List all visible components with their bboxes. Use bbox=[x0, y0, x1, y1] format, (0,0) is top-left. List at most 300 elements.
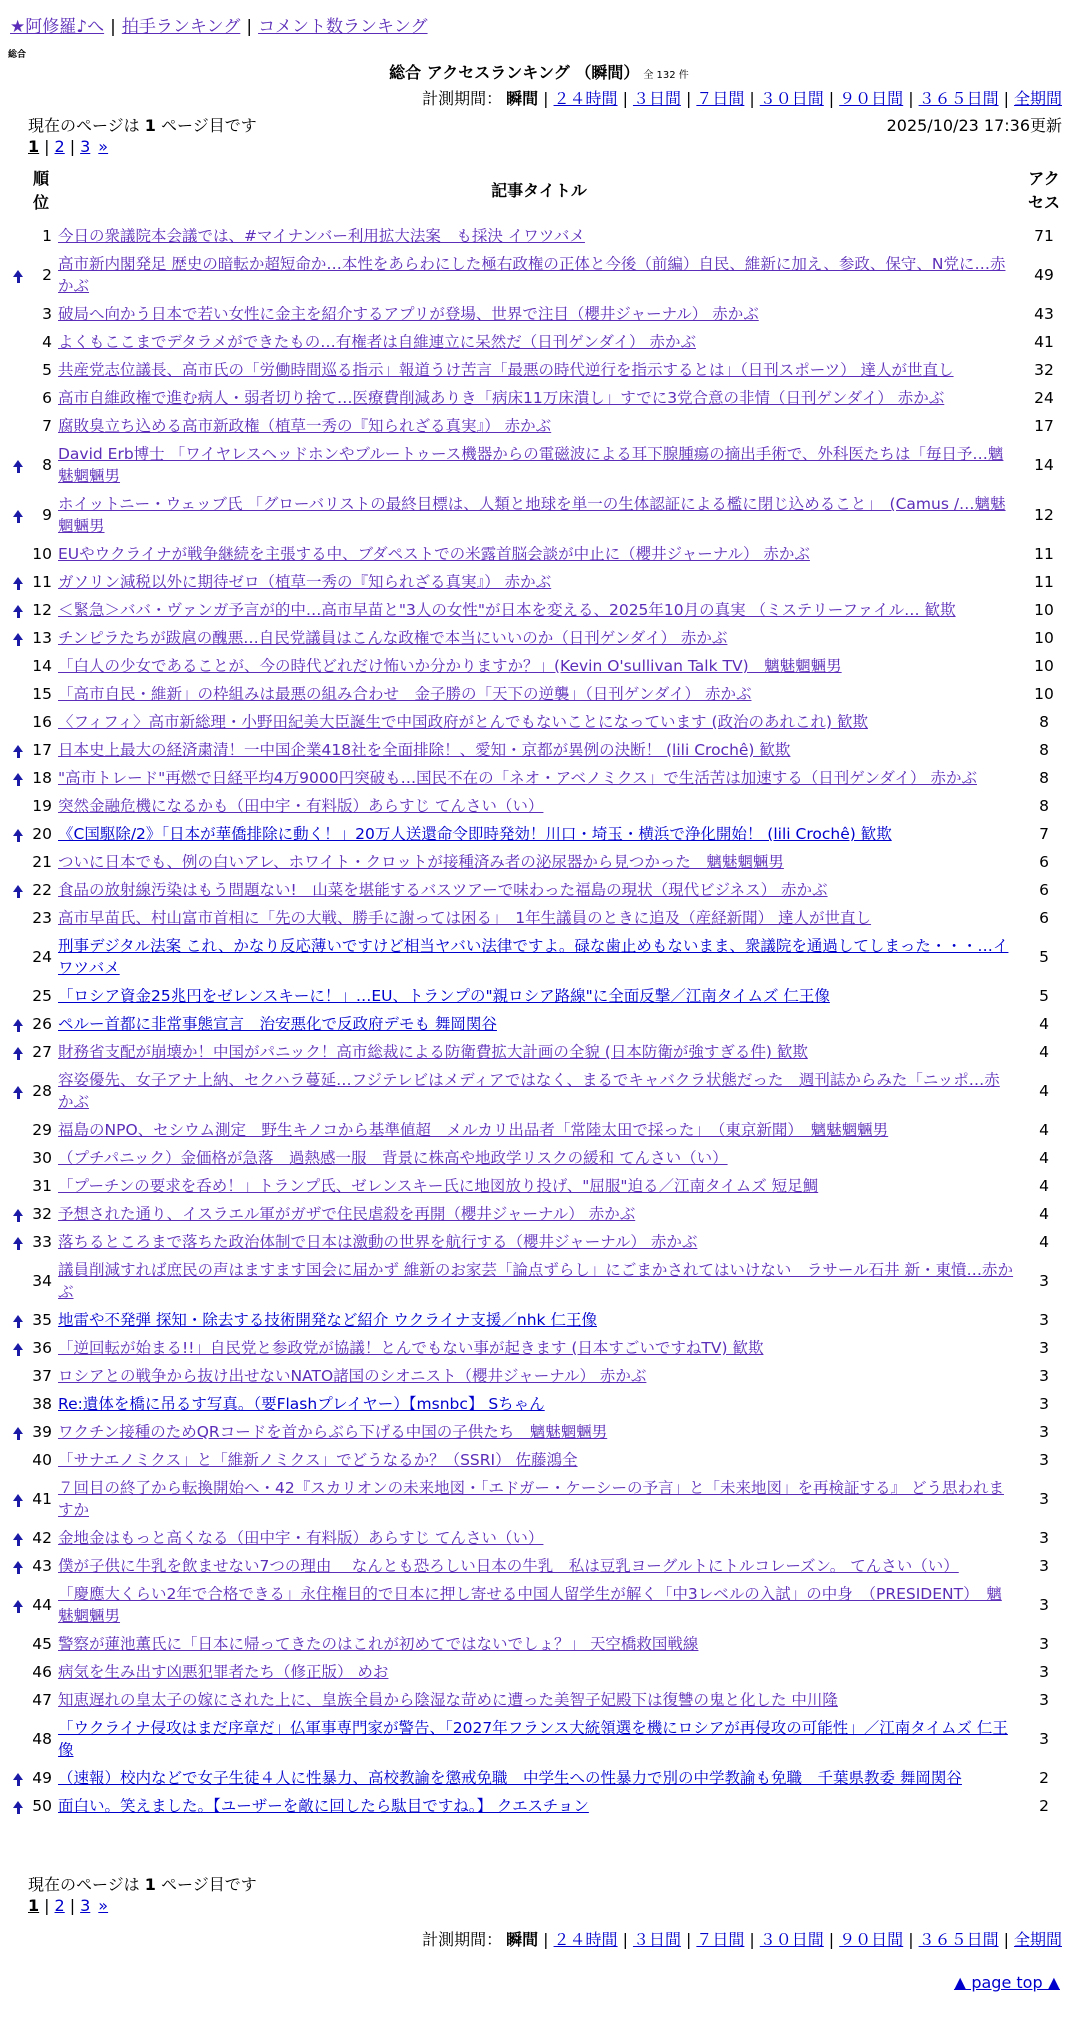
article-title-cell bbox=[56, 1144, 1022, 1172]
article-title-cell bbox=[56, 384, 1022, 412]
ranking-row bbox=[10, 1524, 1066, 1552]
article-title-link[interactable]: 財務省支配が崩壊か！中国がパニック！高市総裁による防衛費拡大計画の全貌 (日本防衛が強すぎる件) 歓欺 bbox=[58, 1043, 808, 1061]
rank-number: 43 bbox=[32, 1557, 52, 1575]
period-separator: | bbox=[543, 1930, 549, 1949]
ranking-title: 総合 アクセスランキング （瞬間） bbox=[389, 63, 640, 82]
rank-number: 30 bbox=[32, 1149, 52, 1167]
article-title-link[interactable]: ペルー首都に非常事態宣言 治安悪化で反政府デモも 舞岡関谷 bbox=[58, 1015, 497, 1033]
up-arrow-icon bbox=[13, 1600, 23, 1607]
trend-cell bbox=[10, 680, 26, 708]
trend-cell bbox=[10, 1306, 26, 1334]
article-title-cell bbox=[56, 1686, 1022, 1714]
article-title-cell bbox=[56, 356, 1022, 384]
access-count: 2 bbox=[1039, 1769, 1049, 1787]
rank-number: 10 bbox=[32, 545, 52, 563]
access-count: 3 bbox=[1039, 1730, 1049, 1748]
article-title-link[interactable]: 面白い。笑えました。【ユーザーを敵に回したら駄目ですね。】 クエスチョン bbox=[58, 1797, 589, 1815]
access-count: 6 bbox=[1039, 881, 1049, 899]
article-title-link[interactable]: よくもここまでデタラメができたもの…有権者は自維連立に呆然だ（日刊ゲンダイ） 赤かぶ bbox=[58, 333, 696, 351]
article-title-cell bbox=[56, 1256, 1022, 1306]
home-link[interactable]: ★阿修羅♪へ bbox=[10, 17, 105, 37]
article-title-link[interactable]: 「ロシア資金25兆円をゼレンスキーに！」…EU、トランプの"親ロシア路線"に全面反撃／江南タイムズ 仁王像 bbox=[58, 987, 830, 1005]
access-count: 17 bbox=[1034, 417, 1054, 435]
rank-number: 9 bbox=[42, 506, 52, 524]
access-count: 4 bbox=[1039, 1149, 1049, 1167]
article-title-link[interactable]: 《C国駆除/2》「日本が華僑排除に動く！」20万人送還命令即時発効！川口・埼玉・横浜で浄化開始！ (lili Crochê) 歓欺 bbox=[58, 825, 892, 843]
access-count: 3 bbox=[1039, 1311, 1049, 1329]
period-option[interactable]: ２４時間 bbox=[553, 1930, 618, 1949]
trend-cell bbox=[10, 490, 26, 540]
ranking-row bbox=[10, 708, 1066, 736]
period-label: 計測期間： bbox=[422, 89, 503, 108]
ranking-row bbox=[10, 1228, 1066, 1256]
rank-number: 23 bbox=[32, 909, 52, 927]
ranking-row bbox=[10, 736, 1066, 764]
rank-number: 19 bbox=[32, 797, 52, 815]
article-title-link[interactable]: （プチパニック）金価格が急落 過熱感一服 背景に株高や地政学リスクの緩和 てんさい（い） bbox=[58, 1149, 728, 1167]
ranking-row bbox=[10, 384, 1066, 412]
access-count: 4 bbox=[1039, 1233, 1049, 1251]
period-current: 瞬間 bbox=[506, 1930, 539, 1949]
article-title-cell bbox=[56, 1446, 1022, 1474]
up-arrow-icon bbox=[13, 829, 23, 836]
period-option[interactable]: ２４時間 bbox=[553, 89, 618, 108]
ranking-row bbox=[10, 300, 1066, 328]
access-count: 14 bbox=[1034, 456, 1054, 474]
access-count: 10 bbox=[1034, 657, 1054, 675]
up-arrow-icon bbox=[13, 577, 23, 584]
ranking-row bbox=[10, 412, 1066, 440]
ranking-row bbox=[10, 1010, 1066, 1038]
ranking-row bbox=[10, 1580, 1066, 1630]
access-count: 3 bbox=[1039, 1367, 1049, 1385]
pager-current-page: 1 bbox=[28, 1896, 40, 1915]
rank-number: 41 bbox=[32, 1490, 52, 1508]
up-arrow-icon bbox=[13, 270, 23, 277]
rank-number: 17 bbox=[32, 741, 52, 759]
article-title-cell bbox=[56, 1792, 1022, 1820]
period-option[interactable]: ７日間 bbox=[696, 89, 745, 108]
rank-number: 2 bbox=[42, 266, 52, 284]
article-title-link[interactable]: 共産党志位議長、高市氏の「労働時間巡る指示」報道うけ苦言「最悪の時代逆行を指示するとは」（日刊スポーツ） 達人が世直し bbox=[58, 361, 954, 379]
trend-cell bbox=[10, 1144, 26, 1172]
ranking-row bbox=[10, 1630, 1066, 1658]
ranking-row bbox=[10, 1552, 1066, 1580]
article-title-link[interactable]: 「白人の少女であることが、今の時代どれだけ怖いか分かりますか？」(Kevin O'sullivan Talk TV) 魑魅魍魎男 bbox=[58, 657, 842, 675]
rank-number: 29 bbox=[32, 1121, 52, 1139]
trend-cell bbox=[10, 1010, 26, 1038]
rank-number: 34 bbox=[32, 1272, 52, 1290]
rank-number: 42 bbox=[32, 1529, 52, 1547]
article-title-link[interactable]: 地雷や不発弾 探知・除去する技術開発など紹介 ウクライナ支援／nhk 仁王像 bbox=[58, 1311, 597, 1329]
rank-number: 12 bbox=[32, 601, 52, 619]
rank-number: 48 bbox=[32, 1730, 52, 1748]
rank-number: 11 bbox=[32, 573, 52, 591]
up-arrow-icon bbox=[13, 1086, 23, 1093]
access-count: 10 bbox=[1034, 629, 1054, 647]
trend-cell bbox=[10, 932, 26, 982]
ranking-row bbox=[10, 1172, 1066, 1200]
page-title bbox=[0, 60, 1078, 83]
rank-number: 39 bbox=[32, 1423, 52, 1441]
article-title-cell bbox=[56, 876, 1022, 904]
access-count: 2 bbox=[1039, 1797, 1049, 1815]
article-title-link[interactable]: 「ウクライナ侵攻はまだ序章だ」仏軍事専門家が警告、「2027年フランス大統領選を機にロシアが再侵攻の可能性」／江南タイムズ 仁王像 bbox=[58, 1719, 1008, 1759]
period-separator: | bbox=[908, 1930, 914, 1949]
access-count: 8 bbox=[1039, 769, 1049, 787]
up-arrow-icon bbox=[13, 1427, 23, 1434]
pager-next-link[interactable]: » bbox=[98, 1896, 109, 1915]
article-title-link[interactable]: 刑事デジタル法案 これ、かなり反応薄いですけど相当ヤバい法律ですよ。碌な歯止めもないまま、衆議院を通過してしまった・・・…イワツバメ bbox=[58, 937, 1009, 977]
trend-cell bbox=[10, 1658, 26, 1686]
article-title-link[interactable]: ＜緊急＞ババ・ヴァンガ予言が的中…高市早苗と"3人の女性"が日本を変える、2025年10月の真実 （ミステリーファイル… 歓欺 bbox=[58, 601, 956, 619]
article-title-link[interactable]: ロシアとの戦争から抜け出せないNATO諸国のシオニスト（櫻井ジャーナル） 赤かぶ bbox=[58, 1367, 647, 1385]
ranking-row bbox=[10, 904, 1066, 932]
ranking-row bbox=[10, 1658, 1066, 1686]
access-count: 32 bbox=[1034, 361, 1054, 379]
pager-page-link[interactable]: 3 bbox=[80, 1896, 91, 1915]
trend-cell bbox=[10, 1580, 26, 1630]
trend-cell bbox=[10, 624, 26, 652]
current-page-number: 1 bbox=[144, 116, 156, 135]
page-info-bottom: 現在のページは 1 ページ目です bbox=[28, 1875, 257, 1894]
article-title-link[interactable]: 腐敗臭立ち込める高市新政権（植草一秀の『知られざる真実』） 赤かぶ bbox=[58, 417, 552, 435]
article-title-link[interactable]: 金地金はもっと高くなる（田中宇・有料版）あらすじ てんさい（い） bbox=[58, 1529, 544, 1547]
access-count: 43 bbox=[1034, 305, 1054, 323]
article-title-link[interactable]: 突然金融危機になるかも（田中宇・有料版）あらすじ てんさい（い） bbox=[58, 797, 544, 815]
title-column-header: 記事タイトル bbox=[491, 181, 587, 200]
ranking-row bbox=[10, 1792, 1066, 1820]
article-title-cell bbox=[56, 1362, 1022, 1390]
up-arrow-icon bbox=[13, 745, 23, 752]
up-arrow-icon bbox=[13, 605, 23, 612]
article-title-link[interactable]: 「プーチンの要求を呑め！」トランプ氏、ゼレンスキー氏に地図放り投げ、"屈服"迫る／江南タイムズ 短足鯛 bbox=[58, 1177, 819, 1195]
up-arrow-icon bbox=[13, 1801, 23, 1808]
trend-cell bbox=[10, 1334, 26, 1362]
page-top-link[interactable]: ▲ page top ▲ bbox=[953, 1973, 1060, 1992]
period-separator: | bbox=[749, 89, 755, 108]
up-arrow-icon bbox=[13, 1209, 23, 1216]
article-title-cell bbox=[56, 568, 1022, 596]
article-title-cell bbox=[56, 1630, 1022, 1658]
ranking-row bbox=[10, 1144, 1066, 1172]
trend-cell bbox=[10, 412, 26, 440]
article-title-link[interactable]: 「高市自民・維新」の枠組みは最悪の組み合わせ 金子勝の「天下の逆襲」（日刊ゲンダイ） 赤かぶ bbox=[58, 685, 752, 703]
rank-number: 22 bbox=[32, 881, 52, 899]
article-title-link[interactable]: 高市早苗氏、村山富市首相に「先の大戦、勝手に謝っては困る」 1年生議員のときに追及（産経新聞） 達人が世直し bbox=[58, 909, 872, 927]
pager-next-link[interactable]: » bbox=[98, 137, 109, 156]
article-title-cell bbox=[56, 250, 1022, 300]
period-separator: | bbox=[908, 89, 914, 108]
ranking-row bbox=[10, 1418, 1066, 1446]
article-title-link[interactable]: ７回目の終了から転換開始へ・42『スカリオンの未来地図・「エドガー・ケーシーの予言」と「未来地図」を再検証する』 どう思われますか bbox=[58, 1479, 1004, 1519]
period-option[interactable]: ３０日間 bbox=[759, 89, 824, 108]
rank-number: 3 bbox=[42, 305, 52, 323]
article-title-cell bbox=[56, 820, 1022, 848]
access-count: 7 bbox=[1039, 825, 1049, 843]
trend-cell bbox=[10, 1418, 26, 1446]
access-count: 8 bbox=[1039, 713, 1049, 731]
access-count: 11 bbox=[1034, 545, 1054, 563]
article-title-link[interactable]: チンピラたちが跋扈の醜悪…自民党議員はこんな政権で本当にいいのか（日刊ゲンダイ） 赤かぶ bbox=[58, 629, 728, 647]
article-title-link[interactable]: 高市自維政権で進む病人・弱者切り捨て…医療費削減ありき「病床11万床潰し」すでに3党合意の非情（日刊ゲンダイ） 赤かぶ bbox=[58, 389, 945, 407]
period-separator: | bbox=[828, 1930, 835, 1949]
pager-page-link[interactable]: 2 bbox=[54, 1896, 65, 1915]
rank-number: 14 bbox=[32, 657, 52, 675]
ranking-row bbox=[10, 764, 1066, 792]
trend-cell bbox=[10, 1552, 26, 1580]
article-title-cell bbox=[56, 490, 1022, 540]
article-title-cell bbox=[56, 540, 1022, 568]
article-title-cell bbox=[56, 904, 1022, 932]
article-title-link[interactable]: 「慶應大くらい2年で合格できる」永住権目的で日本に押し寄せる中国人留学生が解く「中3レベルの入試」の中身 （PRESIDENT） 魑魅魍魎男 bbox=[58, 1585, 1002, 1625]
access-count: 49 bbox=[1034, 266, 1054, 284]
access-count: 3 bbox=[1039, 1451, 1049, 1469]
up-arrow-icon bbox=[13, 1533, 23, 1540]
article-title-link[interactable]: "高市トレード"再燃で日経平均4万9000円突破も…国民不在の「ネオ・アベノミクス」で生活苦は加速する（日刊ゲンダイ） 赤かぶ bbox=[58, 769, 977, 787]
period-separator: | bbox=[1003, 89, 1009, 108]
up-arrow-icon bbox=[13, 633, 23, 640]
total-count: 全 132 件 bbox=[643, 70, 689, 81]
trend-cell bbox=[10, 1228, 26, 1256]
access-count: 4 bbox=[1039, 1177, 1049, 1195]
access-count: 12 bbox=[1034, 506, 1054, 524]
ranking-table bbox=[10, 160, 1066, 1820]
rank-number: 28 bbox=[32, 1082, 52, 1100]
article-title-cell bbox=[56, 222, 1022, 250]
rank-number: 8 bbox=[42, 456, 52, 474]
article-title-link[interactable]: 食品の放射線汚染はもう問題ない! 山菜を堪能するバスツアーで味わった福島の現状（現代ビジネス） 赤かぶ bbox=[58, 881, 828, 899]
trend-cell bbox=[10, 1362, 26, 1390]
rank-number: 1 bbox=[42, 227, 52, 245]
article-title-cell bbox=[56, 328, 1022, 356]
count-column-header: アクセス bbox=[1027, 169, 1060, 212]
rank-number: 6 bbox=[42, 389, 52, 407]
article-title-cell bbox=[56, 736, 1022, 764]
article-title-link[interactable]: 日本史上最大の経済粛清！一中国企業418社を全面排除！、愛知・京都が異例の決断！ (lili Crochê) 歓欺 bbox=[58, 741, 791, 759]
trend-cell bbox=[10, 540, 26, 568]
access-count: 11 bbox=[1034, 573, 1054, 591]
trend-cell bbox=[10, 764, 26, 792]
rank-number: 31 bbox=[32, 1177, 52, 1195]
article-title-link[interactable]: 落ちるところまで落ちた政治体制で日本は激動の世界を航行する（櫻井ジャーナル） 赤かぶ bbox=[58, 1233, 698, 1251]
access-count: 4 bbox=[1039, 1205, 1049, 1223]
up-arrow-icon bbox=[13, 885, 23, 892]
article-title-link[interactable]: 「サナエノミクス」と「維新ノミクス」でどうなるか？（SSRI） 佐藤鴻全 bbox=[58, 1451, 578, 1469]
comment-ranking-link[interactable]: コメント数ランキング bbox=[258, 17, 428, 37]
rank-number: 37 bbox=[32, 1367, 52, 1385]
trend-cell bbox=[10, 250, 26, 300]
rank-number: 21 bbox=[32, 853, 52, 871]
article-title-link[interactable]: 警察が蓮池薫氏に「日本に帰ってきたのはこれが初めてではないでしょ？」 天空橋救国戦線 bbox=[58, 1635, 699, 1653]
access-count: 3 bbox=[1039, 1691, 1049, 1709]
trend-cell bbox=[10, 356, 26, 384]
access-count: 3 bbox=[1039, 1272, 1049, 1290]
ranking-row bbox=[10, 652, 1066, 680]
ranking-row bbox=[10, 356, 1066, 384]
article-title-link[interactable]: 議員削減すれば庶民の声はますます国会に届かず 維新のお家芸「論点ずらし」にごまかされてはいけない ラサール石井 新・東憤…赤かぶ bbox=[58, 1261, 1014, 1301]
ranking-row bbox=[10, 932, 1066, 982]
article-title-link[interactable]: ホイットニー・ウェッブ氏 「グローバリストの最終目標は、人類と地球を単一の生体認証による檻に閉じ込めること」 (Camus /…魑魅魍魎男 bbox=[58, 495, 1006, 535]
access-count: 5 bbox=[1039, 987, 1049, 1005]
trend-cell bbox=[10, 652, 26, 680]
article-title-link[interactable]: 僕が子供に牛乳を飲ませない7つの理由 なんとも恐ろしい日本の牛乳 私は豆乳ヨーグルトにトルコレーズン。 てんさい（い） bbox=[58, 1557, 959, 1575]
table-header-row bbox=[10, 160, 1066, 222]
rank-number: 16 bbox=[32, 713, 52, 731]
article-title-cell bbox=[56, 932, 1022, 982]
article-title-cell bbox=[56, 1658, 1022, 1686]
up-arrow-icon bbox=[13, 773, 23, 780]
top-nav bbox=[10, 12, 428, 37]
period-separator: | bbox=[749, 1930, 755, 1949]
trend-cell bbox=[10, 300, 26, 328]
ranking-row bbox=[10, 982, 1066, 1010]
trend-cell bbox=[10, 1116, 26, 1144]
pager-page-link[interactable]: 2 bbox=[54, 137, 65, 156]
access-count: 4 bbox=[1039, 1121, 1049, 1139]
rank-number: 32 bbox=[32, 1205, 52, 1223]
article-title-link[interactable]: ついに日本でも、例の白いアレ、ホワイト・クロットが接種済み者の泌尿器から見つかった 魑魅魍魎男 bbox=[58, 853, 784, 871]
trend-cell bbox=[10, 1390, 26, 1418]
article-title-cell bbox=[56, 1306, 1022, 1334]
article-title-link[interactable]: 病気を生み出す凶悪犯罪者たち（修正版） めお bbox=[58, 1663, 389, 1681]
article-title-cell bbox=[56, 1418, 1022, 1446]
article-title-link[interactable]: ガソリン減税以外に期待ゼロ（植草一秀の『知られざる真実』） 赤かぶ bbox=[58, 573, 552, 591]
rank-number: 4 bbox=[42, 333, 52, 351]
period-option[interactable]: ３６５日間 bbox=[918, 1930, 999, 1949]
article-title-link[interactable]: 高市新内閣発足 歴史の暗転か超短命か…本性をあらわにした極右政権の正体と今後（前編）自民、維新に加え、参政、保守、N党に…赤かぶ bbox=[58, 255, 1006, 295]
up-arrow-icon bbox=[13, 1315, 23, 1322]
rank-number: 33 bbox=[32, 1233, 52, 1251]
article-title-cell bbox=[56, 1474, 1022, 1524]
article-title-link[interactable]: 「逆回転が始まる!!」自民党と参政党が協議！とんでもない事が起きます (日本すごいですねTV) 歓欺 bbox=[58, 1339, 764, 1357]
access-count: 10 bbox=[1034, 685, 1054, 703]
access-count: 3 bbox=[1039, 1339, 1049, 1357]
article-title-cell bbox=[56, 1200, 1022, 1228]
ranking-row bbox=[10, 1686, 1066, 1714]
trend-cell bbox=[10, 222, 26, 250]
article-title-link[interactable]: ワクチン接種のためQRコードを首からぶら下げる中国の子供たち 魑魅魍魎男 bbox=[58, 1423, 608, 1441]
trend-cell bbox=[10, 708, 26, 736]
nav-separator: | bbox=[246, 17, 253, 37]
rank-number: 24 bbox=[32, 948, 52, 966]
article-title-link[interactable]: 今日の衆議院本会議では、#マイナンバー利用拡大法案 も採決 イワツバメ bbox=[58, 227, 585, 245]
pager-separator: | bbox=[69, 137, 76, 156]
up-arrow-icon bbox=[13, 1494, 23, 1501]
period-separator: | bbox=[543, 89, 549, 108]
trend-cell bbox=[10, 1630, 26, 1658]
article-title-cell bbox=[56, 1552, 1022, 1580]
period-option[interactable]: ９０日間 bbox=[839, 89, 904, 108]
rank-number: 26 bbox=[32, 1015, 52, 1033]
ranking-row bbox=[10, 848, 1066, 876]
trend-cell bbox=[10, 440, 26, 490]
trend-cell bbox=[10, 792, 26, 820]
period-option[interactable]: ３日間 bbox=[632, 89, 681, 108]
period-option[interactable]: 全期間 bbox=[1013, 89, 1062, 108]
page-info-top: 現在のページは 1 ページ目です bbox=[28, 116, 257, 135]
up-arrow-icon bbox=[13, 1343, 23, 1350]
article-title-link[interactable]: 予想された通り、イスラエル軍がガザで住民虐殺を再開（櫻井ジャーナル） 赤かぶ bbox=[58, 1205, 636, 1223]
period-option[interactable]: ３０日間 bbox=[759, 1930, 824, 1949]
article-title-link[interactable]: （速報）校内などで女子生徒４人に性暴力、高校教諭を懲戒免職 中学生への性暴力で別の中学教諭も免職 千葉県教委 舞岡関谷 bbox=[58, 1769, 962, 1787]
trend-cell bbox=[10, 904, 26, 932]
rank-number: 15 bbox=[32, 685, 52, 703]
article-title-link[interactable]: 〈フィフィ〉高市新総理・小野田紀美大臣誕生で中国政府がとんでもないことになっています (政治のあれこれ) 歓欺 bbox=[58, 713, 868, 731]
rank-number: 27 bbox=[32, 1043, 52, 1061]
period-option[interactable]: 全期間 bbox=[1013, 1930, 1062, 1949]
pager-page-link[interactable]: 3 bbox=[80, 137, 91, 156]
trend-cell bbox=[10, 568, 26, 596]
ranking-row bbox=[10, 596, 1066, 624]
trend-cell bbox=[10, 736, 26, 764]
article-title-cell bbox=[56, 1764, 1022, 1792]
article-title-cell bbox=[56, 1714, 1022, 1764]
ranking-row bbox=[10, 1446, 1066, 1474]
period-separator: | bbox=[828, 89, 835, 108]
period-option[interactable]: ９０日間 bbox=[839, 1930, 904, 1949]
article-title-link[interactable]: 容姿優先、女子アナ上納、セクハラ蔓延…フジテレビはメディアではなく、まるでキャバクラ状態だった 週刊誌からみた「ニッポ…赤かぶ bbox=[58, 1071, 1000, 1111]
trend-cell bbox=[10, 876, 26, 904]
current-page-number: 1 bbox=[144, 1875, 156, 1894]
period-option[interactable]: ３日間 bbox=[632, 1930, 681, 1949]
article-title-cell bbox=[56, 624, 1022, 652]
ranking-row bbox=[10, 1256, 1066, 1306]
trend-cell bbox=[10, 1764, 26, 1792]
period-option[interactable]: ３６５日間 bbox=[918, 89, 999, 108]
access-count: 3 bbox=[1039, 1596, 1049, 1614]
article-title-cell bbox=[56, 652, 1022, 680]
article-title-cell bbox=[56, 300, 1022, 328]
period-option[interactable]: ７日間 bbox=[696, 1930, 745, 1949]
updated-timestamp: 2025/10/23 17:36更新 bbox=[886, 116, 1062, 135]
article-title-link[interactable]: 福島のNPO、セシウム測定 野生キノコから基準値超 メルカリ出品者「常陸太田で採った」 （東京新聞） 魑魅魍魎男 bbox=[58, 1121, 889, 1139]
up-arrow-icon bbox=[13, 1047, 23, 1054]
period-label: 計測期間： bbox=[422, 1930, 503, 1949]
nav-separator: | bbox=[110, 17, 116, 37]
rank-number: 13 bbox=[32, 629, 52, 647]
trend-cell bbox=[10, 1172, 26, 1200]
article-title-link[interactable]: David Erb博士 「ワイヤレスヘッドホンやブルートゥース機器からの電磁波による耳下腺腫瘍の摘出手術で、外科医たちは「毎日予…魑魅魍魎男 bbox=[58, 445, 1004, 485]
ranking-row bbox=[10, 680, 1066, 708]
ranking-row bbox=[10, 1474, 1066, 1524]
article-title-link[interactable]: 知恵遅れの皇太子の嫁にされた上に、皇族全員から陰湿な苛めに遭った美智子妃殿下は復讐の鬼と化した 中川隆 bbox=[58, 1691, 838, 1709]
article-title-link[interactable]: Re:遺体を橋に吊るす写真。（要Flashプレイヤー）【msnbc】 Sちゃん bbox=[58, 1395, 545, 1413]
rank-number: 20 bbox=[32, 825, 52, 843]
rank-number: 46 bbox=[32, 1663, 52, 1681]
access-count: 41 bbox=[1034, 333, 1054, 351]
rank-number: 35 bbox=[32, 1311, 52, 1329]
article-title-link[interactable]: EUやウクライナが戦争継続を主張する中、ブダペストでの米露首脳会談が中止に（櫻井ジャーナル） 赤かぶ bbox=[58, 545, 810, 563]
ranking-row bbox=[10, 876, 1066, 904]
article-title-cell bbox=[56, 982, 1022, 1010]
article-title-cell bbox=[56, 1066, 1022, 1116]
applause-ranking-link[interactable]: 拍手ランキング bbox=[121, 17, 241, 37]
access-count: 4 bbox=[1039, 1082, 1049, 1100]
ranking-row bbox=[10, 1764, 1066, 1792]
trend-cell bbox=[10, 820, 26, 848]
ranking-row bbox=[10, 1714, 1066, 1764]
ranking-row bbox=[10, 1116, 1066, 1144]
ranking-row bbox=[10, 1362, 1066, 1390]
trend-cell bbox=[10, 1686, 26, 1714]
ranking-row bbox=[10, 820, 1066, 848]
article-title-link[interactable]: 破局へ向かう日本で若い女性に金主を紹介するアプリが登場、世界で注目（櫻井ジャーナル） 赤かぶ bbox=[58, 305, 759, 323]
section-tag: 総合 bbox=[8, 50, 27, 60]
article-title-cell bbox=[56, 792, 1022, 820]
article-title-cell bbox=[56, 1334, 1022, 1362]
rank-number: 40 bbox=[32, 1451, 52, 1469]
